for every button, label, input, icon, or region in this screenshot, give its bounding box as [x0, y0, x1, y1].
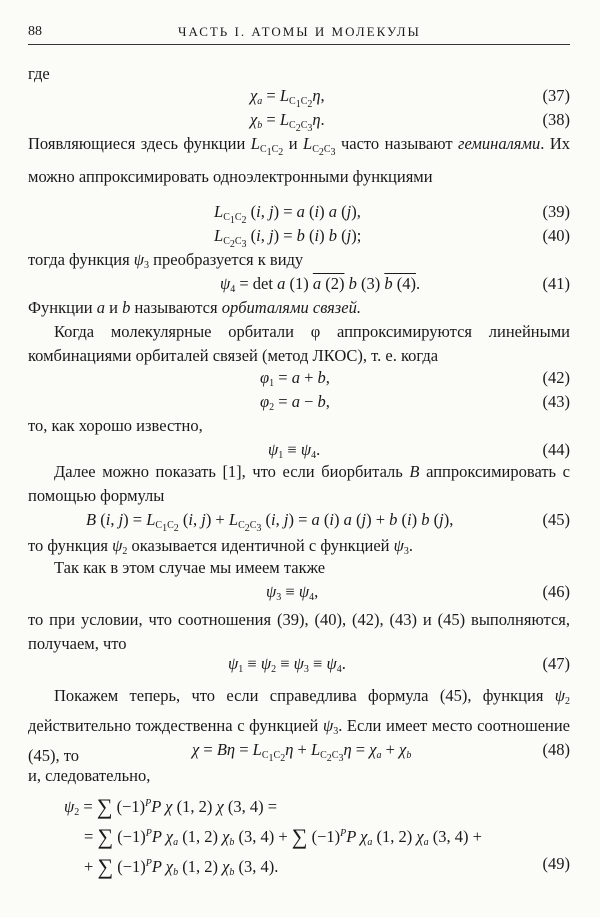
paragraph-transform: тогда функция $\psi_3$ преобразуется к виду	[28, 250, 304, 271]
paragraph-biorbital: Далее можно показать [1], что если биорбиталь B аппроксимировать с помощью формулы	[28, 462, 570, 505]
equation-47: $\psi_1 \equiv \psi_2 \equiv \psi_3 \equiv \psi_4$. (47)	[228, 654, 570, 675]
text-where: где	[28, 64, 50, 83]
equation-43: $\varphi_2 = a - b$, (43)	[260, 392, 570, 413]
equation-46: $\psi_3 \equiv \psi_4$, (46)	[266, 582, 570, 603]
equation-number: (49)	[542, 854, 570, 873]
equation-40: $L_{C_2C_3}$ (i, j) = b (i) b (j); (40)	[214, 226, 570, 250]
equation-number: (48)	[542, 740, 570, 759]
equation-number: (46)	[542, 582, 570, 601]
equation-number: (40)	[542, 226, 570, 245]
equation-39: $L_{C_1C_2}$ (i, j) = a (i) a (j), (39)	[214, 202, 570, 226]
equation-37: $\chi_a = L_{C_1C_2}\eta$, (37)	[250, 86, 570, 110]
equation-48: $\chi = B\eta = L_{C_1C_2}\eta + L_{C_2C_3}\eta = \chi_a + \chi_b$ (48)	[192, 740, 570, 764]
paragraph-bond-orbitals: Функции a и b называются орбиталями связей.	[28, 298, 361, 317]
equation-49-line1: $\psi_2$ = ∑ $(-1)^PP$ χ (1, 2) χ (3, 4) =	[64, 794, 278, 819]
equation-number: (41)	[542, 274, 570, 293]
running-header	[28, 24, 570, 46]
equation-number: (45)	[542, 510, 570, 529]
equation-49-line2: = ∑ $(-1)^PP$ $\chi_a$ (1, 2) $\chi_b$ (3, 4) + ∑ $(-1)^PP$ $\chi_a$ (1, 2) $\chi_a$ (3, 4) +	[84, 824, 482, 849]
paragraph-identical: то функция $\psi_2$ оказывается идентичной с функцией $\psi_3$.	[28, 536, 414, 557]
equation-number: (44)	[542, 440, 570, 459]
paragraph-lcbo: Когда молекулярные орбитали φ аппроксимируются линейными комбинациями орбиталей связей (метод ЛКОС), т. е. когда	[28, 322, 570, 365]
equation-49-line3: + ∑ $(-1)^PP$ $\chi_b$ (1, 2) $\chi_b$ (3, 4). (49)	[84, 854, 570, 879]
paragraph-known: то, как хорошо известно,	[28, 416, 203, 435]
paragraph-consequently: и, следовательно,	[28, 766, 151, 785]
equation-45: B (i, $j) = L_{C_1C_2}$ (i, $j) + L_{C_2C_3}$ (i, j) = a (i) a (j) + b (i) b (j), (45)	[86, 510, 570, 534]
paragraph-also: Так как в этом случае мы имеем также	[54, 558, 326, 577]
equation-number: (42)	[542, 368, 570, 387]
header-rule	[28, 44, 570, 45]
equation-number: (39)	[542, 202, 570, 221]
paragraph-show: Покажем теперь, что если справедлива формула (45), функция $\psi_2$ действительно тождественна с функцией $\psi_3$. Если имеет место соотношение (45), то	[28, 686, 570, 765]
equation-42: $\varphi_1 = a + b$, (42)	[260, 368, 570, 389]
equation-number: (43)	[542, 392, 570, 411]
equation-number: (37)	[542, 86, 570, 105]
paragraph-conditions: то при условии, что соотношения (39), (40), (42), (43) и (45) выполняются, получаем, что	[28, 610, 570, 653]
page-number: 88	[28, 24, 42, 39]
equation-number: (38)	[542, 110, 570, 129]
running-title: ЧАСТЬ I. АТОМЫ И МОЛЕКУЛЫ	[178, 24, 421, 39]
equation-38: $\chi_b = L_{C_2C_3}\eta$. (38)	[250, 110, 570, 134]
equation-44: $\psi_1 \equiv \psi_4$. (44)	[268, 440, 570, 461]
equation-number: (47)	[542, 654, 570, 673]
equation-41: $\psi_4 = \det a$ (1) a (2) b (3) b (4). (41)	[220, 274, 570, 295]
paragraph-geminals: Появляющиеся здесь функции $L_{C_1C_2}$ и $L_{C_2C_3}$ часто называют геминалями. Их можно аппроксимировать одноэлектронными функциями	[28, 134, 570, 186]
